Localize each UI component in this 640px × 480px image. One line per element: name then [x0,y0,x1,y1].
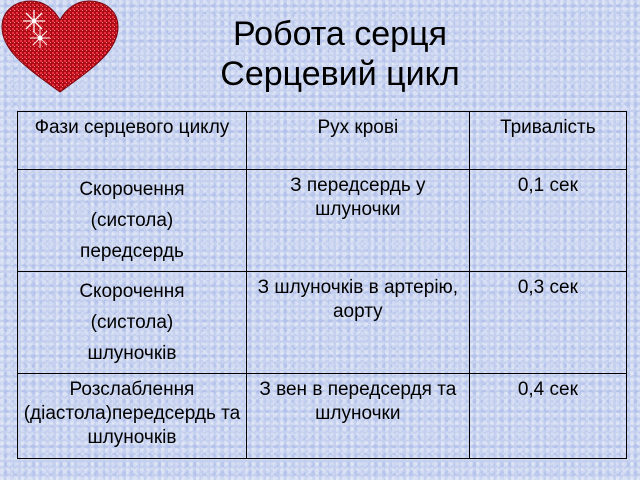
table-row [18,272,627,374]
table-row [18,374,627,459]
table-header-row [18,112,627,170]
flow-cell: З шлуночків в артерію, аорту [246,272,469,374]
phase-line: шлуночків [87,343,177,364]
table-row [18,170,627,272]
header-phases: Фази серцевого циклу [18,112,247,170]
phase-line: Скорочення [79,281,185,302]
title-line-1: Робота серця [233,15,447,53]
title-line-2: Серцевий цикл [220,55,460,93]
phase-cell [18,272,247,374]
heart-cycle-table [17,111,627,459]
phase-cell [18,170,247,272]
header-blood-flow: Рух крові [246,112,469,170]
phase-line: Скорочення [79,179,185,200]
phase-cell [18,374,247,459]
heart-icon [0,0,120,95]
phase-line: (систола) [90,312,174,333]
flow-cell: З передсердь у шлуночки [246,170,469,272]
flow-cell: З вен в передсердя та шлуночки [246,374,469,459]
phase-line: Розслаблення (діастола)передсердь та шлуночків [23,379,241,448]
page-title [180,14,500,94]
phase-line: передсердь [80,241,184,262]
duration-cell: 0,1 сек [469,170,626,272]
duration-cell: 0,4 сек [469,374,626,459]
duration-cell: 0,3 сек [469,272,626,374]
header-duration: Тривалість [469,112,626,170]
phase-line: (систола) [90,210,174,231]
